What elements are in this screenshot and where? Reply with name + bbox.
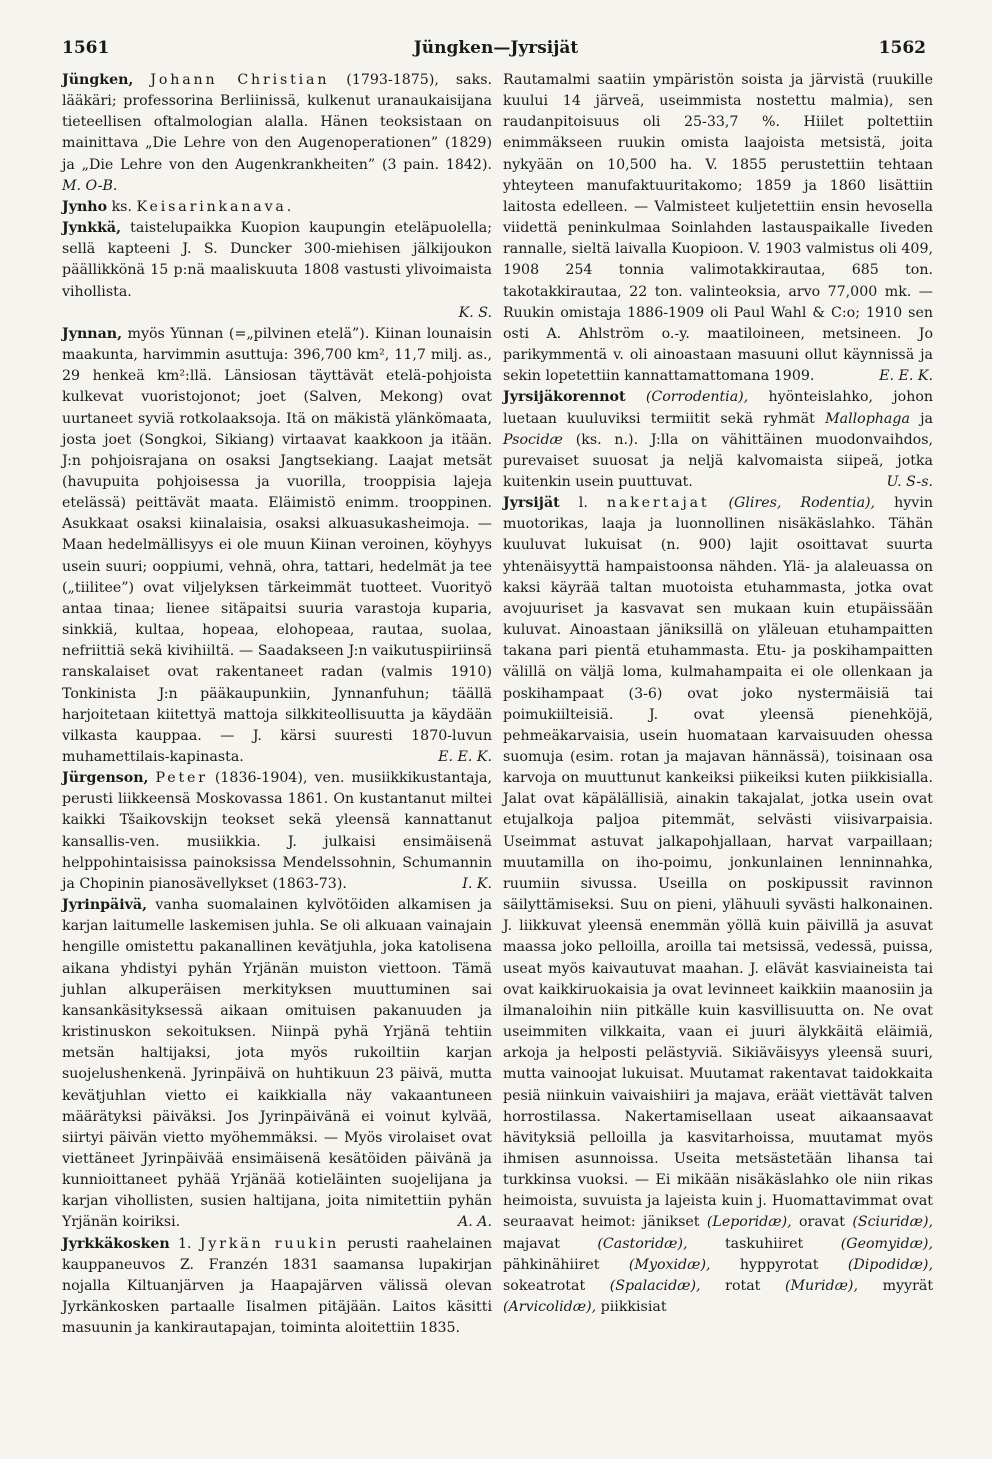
- entry-jynkka: Jynkkä, taistelupaikka Kuopion kaupungin eteläpuolella; sellä kapteeni J. S. Duncker 300-miehisen jälkijoukon päällikkönä 15 p:nä maaliskuuta 1808 vastusti ylivoimaista vihollista.: [62, 220, 492, 300]
- entry-jyrsijat: Jyrsijät l. nakertajat (Glires, Rodentia), hyvin muotorikas, laaja ja luonnollinen nisäkäslahko. Tähän kuuluvat lukuisat (n. 900) lajit osoittavat suurta yhtenäisyyttä hampaistoonsa nähden. Ylä- ja alaleuassa on kaksi käyrää taltan muotoista etuhammasta, jotka ovat avojuuriset ja kasvavat sen mukaan kuin etupäissään kuluvat. Ainoastaan jäniksillä on yläleuan etuhampaitten takana pari pientä etuhammasta. Etu- ja poskihampaitten välillä on väljä loma, kulmahampaita ei ole ollenkaan ja poskihampaat (3-6) ovat joko nystermäisiä tai poimukiilteisiä. J. ovat yleensä pienehköjä, pehmeäkarvaisia, usein huomataan karvaisuuden ohessa suomuja (esim. rotan ja majavan hännässä), toisinaan osa karvoja on muuttunut kankeiksi piikeiksi kuten piikkisialla. Jalat ovat käpälällisiä, ainakin takajalat, jotka usein ovat etujalkoja paljoa pitemmät, selvästi viisivarpaisia. Useimmat astuvat jalkapohjallaan, harvat varpaillaan; muutamilla on iho-poimu, jonkunlainen lenninnahka, ruumiin sivussa. Useilla on poskipussit ravinnon säilyttämiseksi. Suu on pieni, ylähuuli syvästi halkonainen. J. liikkuvat yleensä enemmän yöllä kuin päivillä ja asuvat maassa joko pelloilla, aroilla tai metsissä, vedessä, puissa, useat myös kaivautuvat maahan. J. elävät kasviaineista tai ovat kaikkiruokaisia ja ovat levinneet kaikkiin maanosiin ja ilmanaloihin niin pitkälle kuin kasvillisuutta on. Ne ovat useimmiten vilkkaita, vaan ei juuri älykkäitä eläimiä, arkoja ja helposti pelästyviä. Sikiäväisyys yleensä suuri, mutta vainoojat lukuisat. Muutamat rakentavat taidokkaita pesiä niinkuin vaivaishiiri ja majava, eräät viettävät talven horrostilassa. Nakertamisellaan useat aikaansaavat hävityksiä pelloilla ja kasvitarhoissa, muutamat myös ihmisen asunnoissa. Useita metsästetään lihansa tai turkkinsa vuoksi. — Ei mikään nisäkäslahko ole niin rikas heimoista, suvuista ja lajeista kuin j. Huomattavimmat ovat seuraavat heimot: jänikset (Leporidæ), oravat (Sciuridæ), majavat (Castoridæ), taskuhiiret (Geomyidæ), pähkinähiiret (Myoxidæ), hyppyrotat (Dipodidæ), sokeatrotat (Spalacidæ), rotat (Muridæ), myyrät (Arvicolidæ), piikkisiat: [503, 495, 934, 1316]
- entry-jyrkkakosken: Jyrkkäkosken 1. Jyrkän ruukin perusti raahelainen kauppaneuvos Z. Franzén 1831 saamansa lupakirjan nojalla Kiltuanjärven ja Haapajärven välissä olevan Jyrkänkosken partaalle Iisalmen pitäjään. Laitos käsitti masuunin ja kankirautapajan, toiminta aloitettiin 1835.: [62, 1235, 492, 1337]
- entry-jungken: Jüngken, Johann Christian (1793-1875), saks. lääkäri; professorina Berliinissä, kulkenut uranaukaisijana tieteellisen oftalmologian alalla. Hänen teoksistaan on mainittava „Die Lehre von den Augenoperationen” (1829) ja „Die Lehre von den Augenkrankheiten” (3 pain. 1842). M. O-B.: [62, 72, 492, 194]
- right-column: [503, 70, 933, 1318]
- entry-jynnan: Jynnan, myös Yünnan (=„pilvinen etelä”). Kiinan lounaisin maakunta, harvimmin asuttuja: 396,700 km², 11,7 milj. as., 29 henkeä km²:llä. Länsiosan täyttävät etelä-pohjoista kulkevat vuoristojonot; joet (Salven, Mekong) ovat uurtaneet syviä rotkolaaksoja. Itä on mäkistä ylänkömaata, josta joet (Songkoi, Sikiang) virtaavat kaakkoon ja itään. J:n pohjoisrajana on osaksi Jangtsekiang. Laajat metsät (havupuita pohjoisessa ja vuorilla, trooppisia lajeja etelässä) peittävät maata. Eläimistö enimm. trooppinen. Asukkaat osaksi kiinalaisia, osaksi alkuasukasheimoja. — Maan hedelmällisyys ei ole muun Kiinan veroinen, köyhyys usein suuri; ooppiumi, vehnä, ohra, tattari, hedelmät ja tee („tiilitee”) ovat viljelyksen tärkeimmät tuotteet. Vuorityö antaa tinaa; lienee sitäpaitsi suuria varastoja kuparia, sinkkiä, kultaa, hopeaa, elohopeaa, rautaa, suolaa, nefriittiä sekä kivihiiltä. — Saadakseen J:n vaikutuspiiriinsä ranskalaiset ovat rakentaneet radan (valmis 1910) Tonkinista J:n pääkaupunkiin, Jynnanfuhun; täällä harjoitetaan kiitettyä mattoja silkkiteollisuutta ja käydään vilkasta kauppaa. — J. kärsi suuresti 1870-luvun muhamettilais-kapinasta. E. E. K.: [62, 325, 492, 765]
- entry-jyrinpaiva: Jyrinpäivä, vanha suomalainen kylvötöiden alkamisen ja karjan laitumelle laskemisen juhla. Se oli alkuaan vainajain hengille omistettu pakanallinen kevätjuhla, joka katolisena aikana yhdistyi pyhän Yrjänän muiston viettoon. Tämä juhlan alkuperäisen merkityksen muuttuminen sai kansankäsityksessä aikaan omituisen pakanuuden ja kristinuskon sekoituksen. Niinpä pyhä Yrjänä tehtiin metsän haltijaksi, jota myös rukoiltiin karjan suojelushenkenä. Jyrinpäivä on huhtikuun 23 päivä, mutta kevätjuhlan vietto ei kaikkialla näy vakaantuneen määrätyksi päiväksi. Jos Jyrinpäivänä ei voinut kylvää, siirtyi päivän vietto myöhemmäksi. — Myös virolaiset ovat viettäneet Jyrinpäivää ensimäisenä kesätöiden päivänä ja kunnioittaneet pyhää Yrjänää kotieläinten suojelijana ja karjan vihollisten, susien haltijana, joita nimitettiin pyhän Yrjänän koiriksi. A. A.: [62, 897, 493, 1231]
- entry-jyrkkakosken-continued: Rautamalmi saatiin ympäristön soista ja järvistä (ruukille kuului 14 järveä, useimmista nostettu malmia), sen raudanpitoisuus oli 25-33,7 %. Hiilet poltettiin enimmäkseen ruukin omista laajoista metsistä, joita nykyään on 10,500 ha. V. 1855 perustettiin tehtaan yhteyteen manufaktuuritakomo; 1859 ja 1860 lisättiin laitosta edelleen. — Valmisteet kuljetettiin ensin hevosella viidettä peninkulmaa Soinlahden lastauspaikalle Iiveden rannalle, sieltä laivalla Kuopioon. V. 1903 valmistus oli 409, 1908 254 tonnia valimotakkirautaa, 685 ton. takotakkirautaa, 22 ton. valinteoksia, arvo 77,000 mk. — Ruukin omistaja 1886-1909 oli Paul Wahl & C:o; 1910 sen osti A. Ahlström o.-y. maatiloineen, metsineen. Jo parikymmentä v. oli ainoastaan masuuni ollut käynnissä ja sekin lopetettiin kannattamattomana 1909. E. E. K.: [503, 72, 933, 385]
- entry-jurgenson: Jürgenson, Peter (1836-1904), ven. musiikkikustantaja, perusti liikkeensä Moskovassa 1861. On kustantanut miltei kaikki Tšaikovskijn teokset sekä yleensä kannattanut kansallis-ven. musiikkia. J. julkaisi ensimäisenä helppohintaisissa painoksissa Mendelssohnin, Schumannin ja Chopinin pianosävellykset (1863-73). I. K.: [62, 770, 493, 892]
- entry-jyrsijakorennot: Jyrsijäkorennot (Corrodentia), hyönteislahko, johon luetaan kuuluviksi termiitit sekä ryhmät Mallophaga ja Psocidæ (ks. n.). J:lla on vähittäinen muodonvaihdos, purevaiset suuosat ja neljä kalvomaista siipeä, jotka kuitenkin usein puuttuvat. U. S-s.: [503, 389, 934, 490]
- right-page-number: 1562: [878, 38, 926, 58]
- left-column: [62, 70, 492, 1339]
- signature-jynkka: K. S.: [458, 304, 492, 321]
- running-head-title: Jüngken—Jyrsijät: [413, 38, 579, 58]
- entry-jynho: Jynho ks. Keisarinkanava.: [62, 198, 295, 215]
- left-page-number: 1561: [62, 38, 110, 58]
